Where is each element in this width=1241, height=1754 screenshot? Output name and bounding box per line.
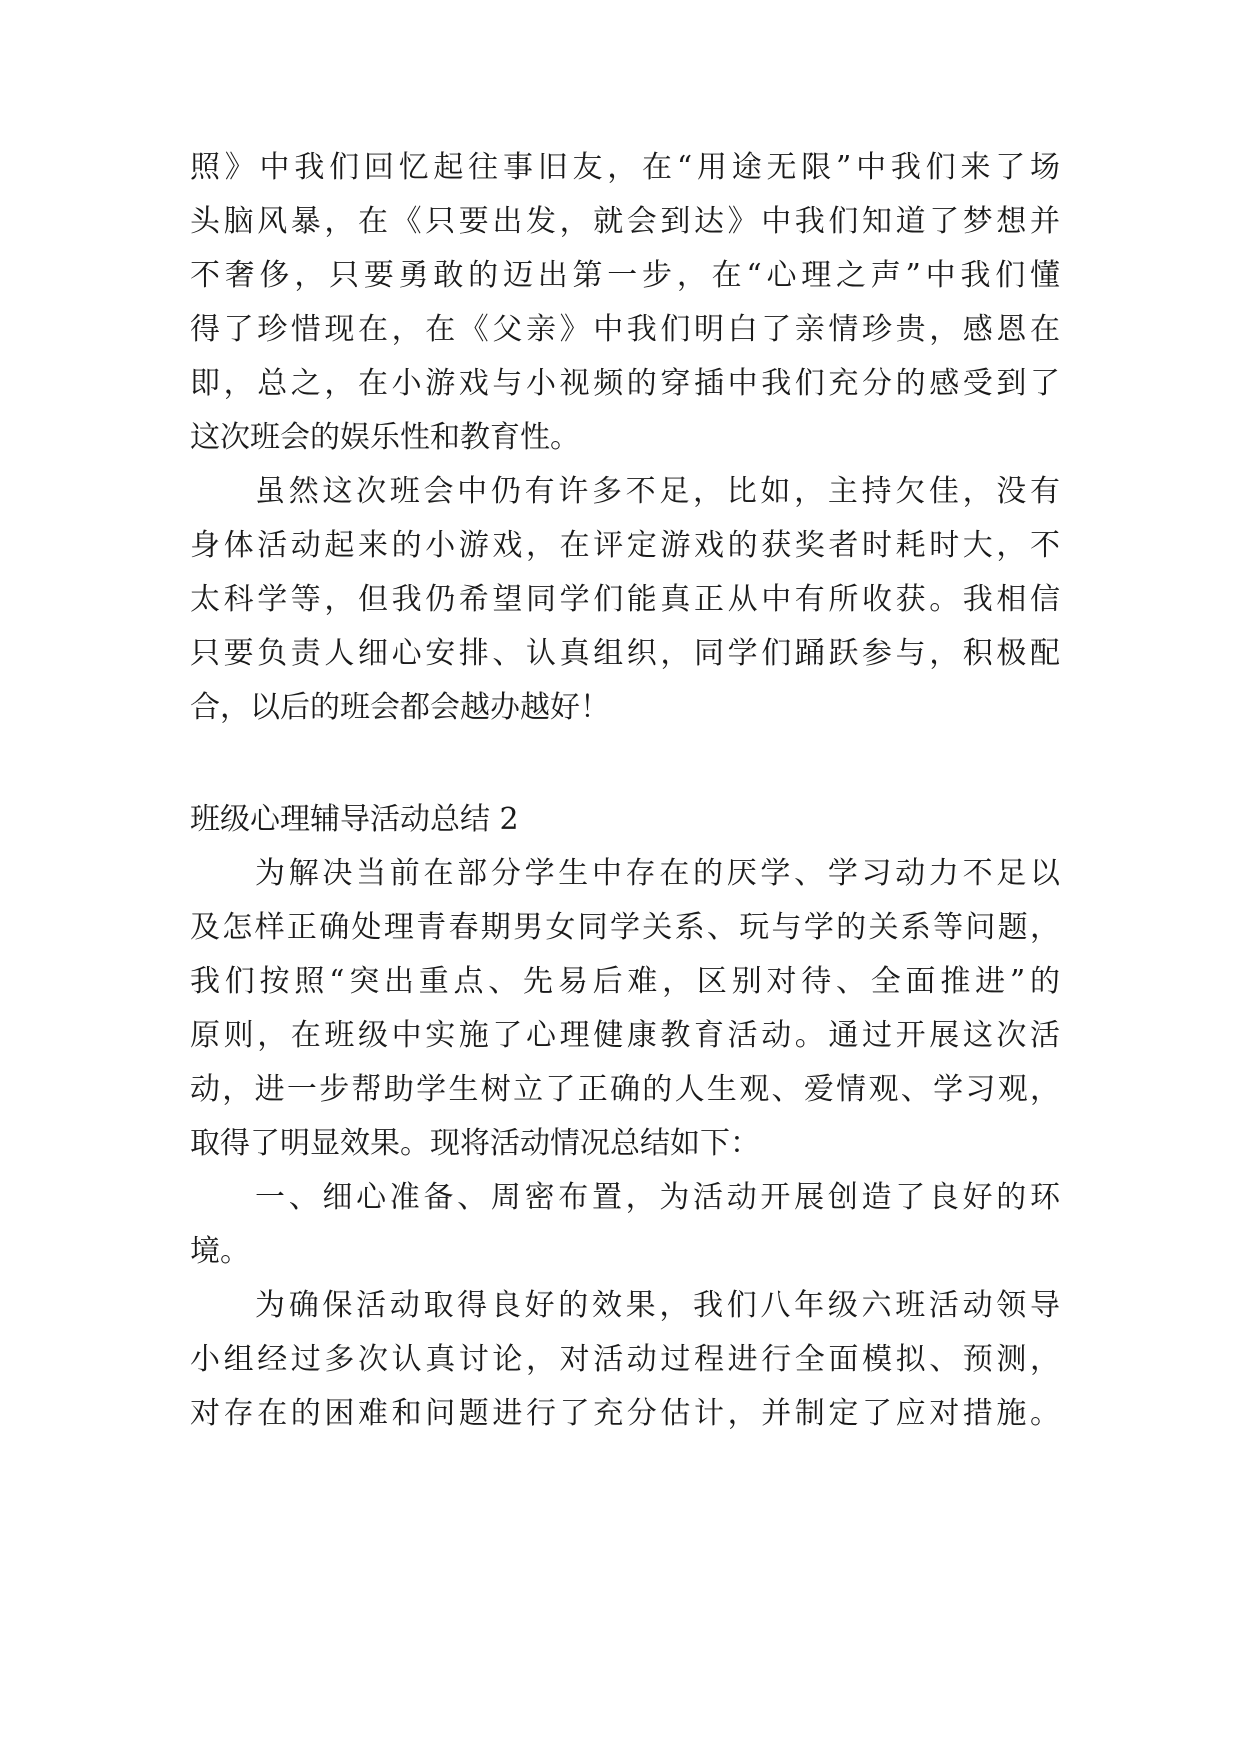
section-heading: 班级心理辅导活动总结 2	[190, 802, 519, 837]
subsection-heading: 境。	[190, 1234, 250, 1269]
paragraph-line: 原则，在班级中实施了心理健康教育活动。通过开展这次活	[190, 1018, 1060, 1053]
paragraph-line: 合，以后的班会都会越办越好！	[190, 690, 610, 725]
paragraph-line: 只要负责人细心安排、认真组织，同学们踊跃参与，积极配	[190, 636, 1060, 671]
paragraph-line: 照》中我们回忆起往事旧友，在“用途无限”中我们来了场	[190, 150, 1060, 185]
paragraph-line: 小组经过多次认真讨论，对活动过程进行全面模拟、预测，	[190, 1342, 1060, 1377]
paragraph-line: 头脑风暴，在《只要出发，就会到达》中我们知道了梦想并	[190, 204, 1060, 239]
paragraph-line: 动，进一步帮助学生树立了正确的人生观、爱情观、学习观，	[190, 1072, 1060, 1107]
subsection-heading: 一、细心准备、周密布置，为活动开展创造了良好的环	[255, 1180, 1060, 1215]
paragraph-line: 及怎样正确处理青春期男女同学关系、玩与学的关系等问题，	[190, 910, 1060, 945]
paragraph-line: 为确保活动取得良好的效果，我们八年级六班活动领导	[255, 1288, 1060, 1323]
paragraph-line: 我们按照“突出重点、先易后难，区别对待、全面推进”的	[190, 964, 1060, 999]
paragraph-line: 得了珍惜现在，在《父亲》中我们明白了亲情珍贵，感恩在	[190, 312, 1060, 347]
paragraph-line: 虽然这次班会中仍有许多不足，比如，主持欠佳，没有	[255, 474, 1060, 509]
paragraph-line: 太科学等，但我仍希望同学们能真正从中有所收获。我相信	[190, 582, 1060, 617]
paragraph-line: 不奢侈，只要勇敢的迈出第一步，在“心理之声”中我们懂	[190, 258, 1060, 293]
paragraph-line: 即，总之，在小游戏与小视频的穿插中我们充分的感受到了	[190, 366, 1060, 401]
paragraph-line: 为解决当前在部分学生中存在的厌学、学习动力不足以	[255, 856, 1060, 891]
paragraph-line: 对存在的困难和问题进行了充分估计，并制定了应对措施。	[190, 1396, 1060, 1431]
paragraph-line: 身体活动起来的小游戏，在评定游戏的获奖者时耗时大，不	[190, 528, 1060, 563]
paragraph-line: 这次班会的娱乐性和教育性。	[190, 420, 580, 455]
paragraph-line: 取得了明显效果。现将活动情况总结如下：	[190, 1126, 760, 1161]
